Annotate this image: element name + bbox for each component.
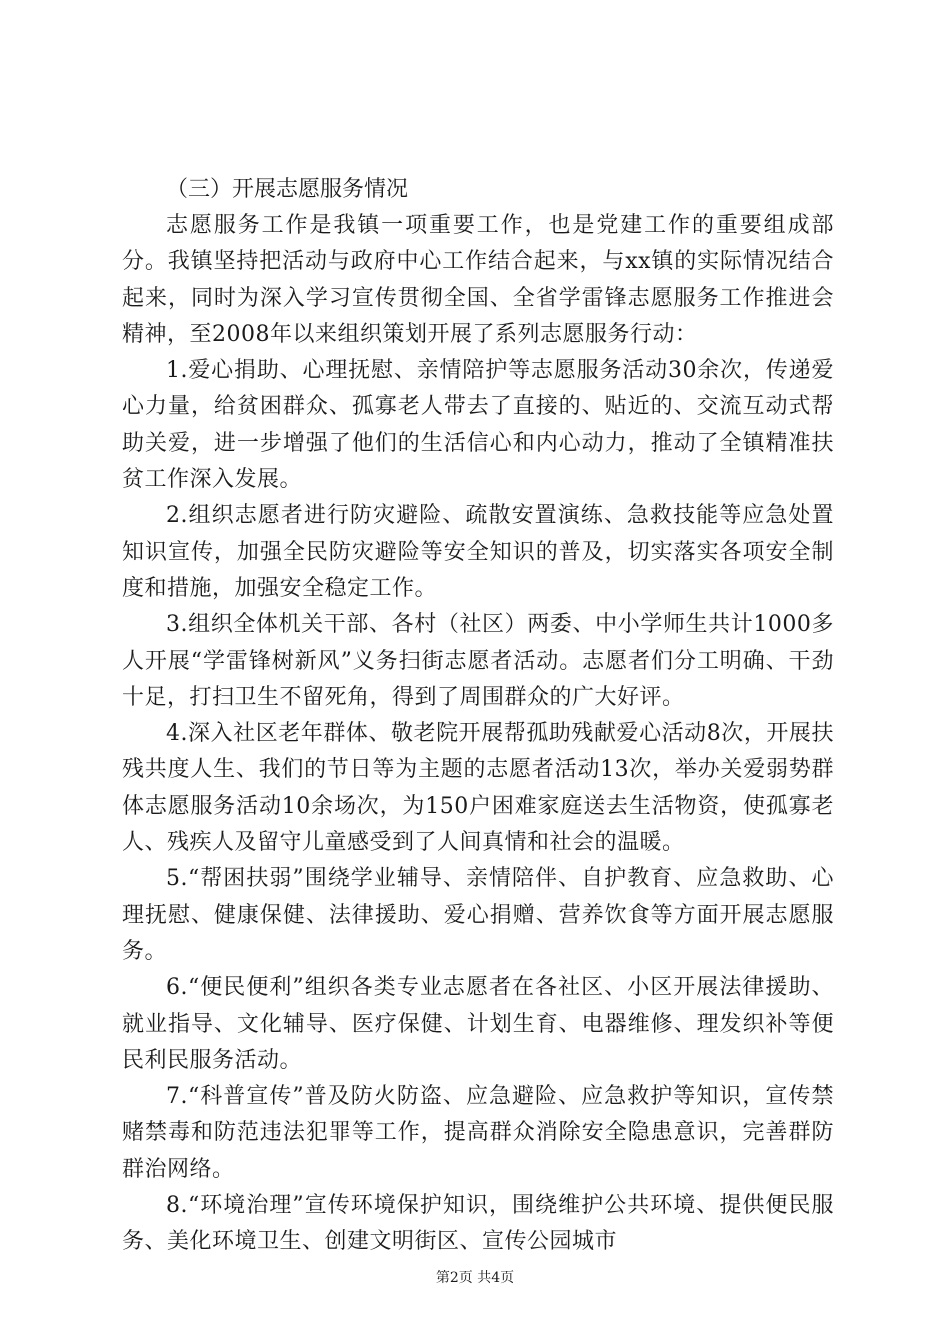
document-body (122, 172, 834, 1261)
item-3-paragraph: 3.组织全体机关干部、各村（社区）两委、中小学师生共计1000多人开展“学雷锋树新风”义务扫街志愿者活动。志愿者们分工明确、干劲十足，打扫卫生不留死角，得到了周围群众的广大好评。 (122, 612, 834, 710)
item-2-paragraph: 2.组织志愿者进行防灾避险、疏散安置演练、急救技能等应急处置知识宣传，加强全民防灾避险等安全知识的普及，切实落实各项安全制度和措施，加强安全稳定工作。 (122, 503, 834, 601)
item-4-paragraph: 4.深入社区老年群体、敬老院开展帮孤助残献爱心活动8次，开展扶残共度人生、我们的节日等为主题的志愿者活动13次，举办关爱弱势群体志愿服务活动10余场次，为150户困难家庭送去生活物资，使孤寡老人、残疾人及留守儿童感受到了人间真情和社会的温暖。 (122, 721, 834, 856)
item-8-paragraph: 8.“环境治理”宣传环境保护知识，围绕维护公共环境、提供便民服务、美化环境卫生、创建文明街区、宣传公园城市 (122, 1193, 834, 1255)
page-number-footer: 第2页 共4页 (435, 1270, 515, 1286)
item-6-paragraph: 6.“便民便利”组织各类专业志愿者在各社区、小区开展法律援助、就业指导、文化辅导、医疗保健、计划生育、电器维修、理发织补等便民利民服务活动。 (122, 975, 834, 1073)
intro-paragraph: 志愿服务工作是我镇一项重要工作，也是党建工作的重要组成部分。我镇坚持把活动与政府中心工作结合起来，与xx镇的实际情况结合起来，同时为深入学习宣传贯彻全国、全省学雷锋志愿服务工作推进会精神，至2008年以来组织策划开展了系列志愿服务行动： (122, 213, 834, 347)
item-7-paragraph: 7.“科普宣传”普及防火防盗、应急避险、应急救护等知识，宣传禁赌禁毒和防范违法犯罪等工作，提高群众消除安全隐患意识，完善群防群治网络。 (122, 1084, 834, 1182)
section-heading: （三）开展志愿服务情况 (166, 177, 409, 202)
item-5-paragraph: 5.“帮困扶弱”围绕学业辅导、亲情陪伴、自护教育、应急救助、心理抚慰、健康保健、法律援助、爱心捐赠、营养饮食等方面开展志愿服务。 (122, 866, 834, 964)
item-1-paragraph: 1.爱心捐助、心理抚慰、亲情陪护等志愿服务活动30余次，传递爱心力量，给贫困群众、孤寡老人带去了直接的、贴近的、交流互动式帮助关爱，进一步增强了他们的生活信心和内心动力，推动了全镇精准扶贫工作深入发展。 (122, 358, 834, 493)
